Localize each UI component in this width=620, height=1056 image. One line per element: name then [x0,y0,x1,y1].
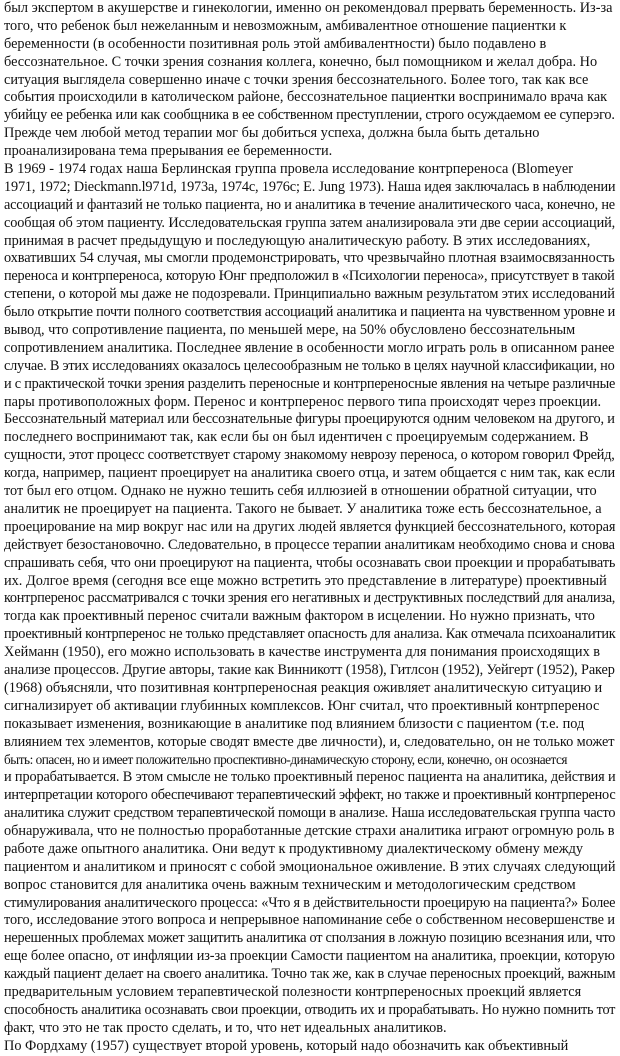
text-line: случае. В этих исследованиях оказалось целесообразным не только в целях научной классификации, но [4,357,615,374]
text-line: последнего воспринимают так, как если бы он был идентичен с проецируемым содержанием. В [4,429,589,446]
text-line: спрашивать себя, что они проецируют на пациента, чтобы осознавать свои проекции и прорабатывать [4,554,616,571]
text-line: тот был его отцом. Однако не нужно тешить себя иллюзией в отношении обратной ситуации, что [4,483,597,500]
text-line: когда, например, пациент проецирует на аналитика своего отца, и затем общается с ним так, как если [4,465,616,482]
text-line: ситуация выглядела совершенно иначе с точки зрения бессознательного. Более того, так как все [4,71,589,88]
text-line: (1968) объясняли, что позитивная контрпереносная реакция оживляет аналитическую ситуацию и [4,679,603,696]
text-line: беременности (в особенности позитивная роль этой амбивалентности) было подавлено в [4,35,547,52]
text-line: убийцу ее ребенка или как сообщника в ее собственном преступлении, строго осуждаемом ее суперэго. [4,107,615,124]
text-line: и с практической точки зрения разделить переносные и контрпереносные явления на четыре различные [4,375,616,392]
text-line: показывает изменения, возникающие в аналитике под влиянием близости с пациентом (т.е. под [4,715,585,732]
text-line: способность аналитика осознавать свои проекции, отводить их и прорабатывать. Но нужно помнить тот [4,1001,616,1018]
text-line: анализе процессов. Другие авторы, такие как Винникотт (1958), Гитлсон (1952), Уейгерт (1952), Ракер [4,661,615,678]
text-line: принимая в расчет предыдущую и последующую аналитическую работу. В этих исследованиях, [4,232,591,249]
text-line: По Фордхаму (1957) существует второй уровень, который надо обозначить как объективный [4,1037,569,1054]
text-line: сигнализирует об активации глубинных комплексов. Юнг считал, что проективный контрперенос [4,697,600,714]
text-line: переноса и контрпереноса, которую Юнг предположил в «Психологии переноса», присутствует в такой [4,268,615,285]
text-line: каждый пациент делает на своего аналитика. Точно так же, как в случае переносных проекций, важным [4,966,616,983]
text-line: сущности, этот процесс соответствует старому знакомому неврозу переноса, о котором говорил Фрейд, [4,447,615,464]
text-line: проективный контрперенос не только представляет опасность для анализа. Как отмечала психоаналитик [4,626,616,643]
text-line: сообщая об этом пациенту. Исследовательская группа затем анализировала эти две серии ассоциаций, [4,214,616,231]
text-line: обнаруживала, что не полностью проработанные детские страхи аналитика играют огромную роль в [4,822,615,839]
text-line: ассоциаций и фантазий не только пациента, но и аналитика в течение аналитического часа, конечно, не [4,196,615,213]
text-line: еще более опасно, от инфляции из-за проекции Самости пациентом на аналитика, проекции, которую [4,948,615,965]
text-line: было открытие почти полного соответствия ассоциаций аналитика и пациента на чувственном уровне и [4,304,616,321]
text-line: В 1969 - 1974 годах наша Берлинская группа провела исследование контрпереноса (Blomeyer [4,161,574,178]
text-line: события происходили в католическом районе, бессознательное пациентки воспринимало врача как [4,89,608,106]
text-line: степени, о которой мы даже не подозревали. Принципиально важным результатом этих исследований [4,286,615,303]
text-line: быть: опасен, но и имеет положительно проспективно-динамическую сторону, если, конечно, он осознается [4,752,568,768]
text-line: действует безостановочно. Следовательно, в процессе терапии аналитикам необходимо снова и снова [4,536,615,553]
text-line: проанализирована тема прерывания ее беременности. [4,143,333,160]
text-line: факт, что это не так просто сделать, и то, что нет идеальных аналитиков. [4,1019,447,1036]
text-line: проецирование на мир вокруг нас или на других людей является функцией бессознательного, которая [4,518,616,535]
text-line: пациентом и аналитиком и приносят с собой эмоциональное оживление. В этих случаях следующий [4,858,616,875]
text-line: их. Долгое время (сегодня все еще можно встретить это представление в литературе) проективный [4,572,607,589]
text-line: сопротивлением аналитика. Последнее явление в особенности могло играть роль в описанном ранее [4,339,615,356]
text-line: бессознательное. С точки зрения сознания коллега, конечно, был помощником и желал добра. Но [4,53,598,70]
text-line: аналитик не проецирует на пациента. Такого не бывает. У аналитика тоже есть бессознательное, а [4,500,602,517]
text-line: Бессознательный материал или бессознательные фигуры проецируются одним человеком на другого, и [4,411,615,428]
text-line: охвативших 54 случая, мы смогли продемонстрировать, что чрезвычайно плотная взаимосвязанность [4,250,615,267]
text-line: нерешенных проблемах может защитить аналитика от сползания в ложную позицию всезнания или, что [4,930,616,947]
text-line: Хейманн (1950), его можно использовать в качестве инструмента для понимания происходящих в [4,644,601,661]
text-line: вывод, что сопротивление пациента, по меньшей мере, на 50% обусловлено бессознательным [4,322,576,339]
text-line: и прорабатывается. В этом смысле не только проективный перенос пациента на аналитика, действия и [4,769,616,786]
text-line: работе даже опытного аналитика. Они ведут к продуктивному диалектическому обмену между [4,840,584,857]
text-line: стимулирования аналитического процесса: «Что я в действительности проецирую на пациента?» Более [4,894,616,911]
text-line: пары противоположных форм. Перенос и контрперенос первого типа происходят через проекции. [4,393,602,410]
text-line: Прежде чем любой метод терапии мог бы добиться успеха, должна была быть детально [4,125,540,142]
text-line: 1971, 1972; Dieckmann.l971d, 1973a, 1974c, 1976c; E. Jung 1973). Наша идея заключалась в наблюдении [4,178,616,195]
text-line: того, исследование этого вопроса и непрерывное напоминание себе о собственном несовершенстве и [4,912,615,929]
text-line: предварительным условием терапевтической полезности контрпереносных проекций является [4,983,582,1000]
text-line: интерпретации которого обеспечивают терапевтический эффект, но также и проективный контрперенос [4,787,616,804]
text-line: контрперенос рассматривался с точки зрения его негативных и деструктивных последствий для анализа, [4,590,616,607]
text-line: влиянием тех элементов, которые сводят вместе две личности), и, следовательно, он не только может [4,733,615,750]
text-line: тогда как проективный перенос считали важным фактором в исцелении. Но нужно признать, что [4,608,595,625]
document-body [4,0,615,1056]
text-line: вопрос становится для аналитика очень важным техническим и методологическим средством [4,876,576,893]
text-line: был экспертом в акушерстве и гинекологии, именно он рекомендовал прервать беременность. Из-за [4,0,613,16]
text-line: аналитика служит средством терапевтической помощи в анализе. Наша исследовательская группа часто [4,805,616,822]
text-line: того, что ребенок был нежеланным и невозможным, амбивалентное отношение пациентки к [4,17,567,34]
